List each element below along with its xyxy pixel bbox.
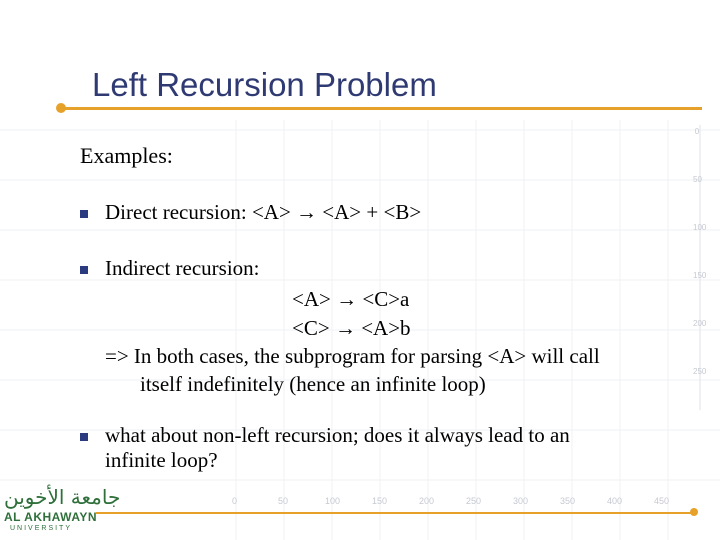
ruler-tick: 50 xyxy=(278,496,289,506)
vertical-ruler-tick: 200 xyxy=(693,319,707,328)
rule-c-to-ab: <C> → <A>b xyxy=(292,316,411,340)
university-logo-name: AL AKHAWAYN xyxy=(4,510,98,524)
ruler-tick: 400 xyxy=(607,496,623,506)
title-underline xyxy=(62,107,702,110)
bullet-marker xyxy=(80,266,88,274)
bullet-marker xyxy=(80,210,88,218)
vertical-ruler-tick: 100 xyxy=(693,223,707,232)
conclusion-line-2: itself indefinitely (hence an infinite loop) xyxy=(140,372,486,396)
bullet-marker xyxy=(80,433,88,441)
university-logo-subtitle: UNIVERSITY xyxy=(10,525,73,532)
bullet-indirect-recursion: Indirect recursion: xyxy=(105,256,260,280)
ruler-tick: 100 xyxy=(325,496,341,506)
ruler-tick: 300 xyxy=(513,496,529,506)
bullet-direct-recursion: Direct recursion: <A> → <A> + <B> xyxy=(105,200,422,224)
ruler-tick: 200 xyxy=(419,496,435,506)
question-line-1: what about non-left recursion; does it always lead to an xyxy=(105,423,570,447)
rule-a-to-ca: <A> → <C>a xyxy=(292,287,410,311)
ruler-tick: 350 xyxy=(560,496,576,506)
ruler-tick: 150 xyxy=(372,496,388,506)
slide-title: Left Recursion Problem xyxy=(92,66,437,103)
vertical-ruler-tick: 0 xyxy=(694,127,700,136)
footer-rule xyxy=(96,512,694,514)
ruler-tick: 250 xyxy=(466,496,482,506)
examples-label: Examples: xyxy=(80,143,173,168)
vertical-ruler-tick: 150 xyxy=(693,271,707,280)
conclusion-line-1: => In both cases, the subprogram for parsing <A> will call xyxy=(105,344,600,368)
ruler-tick: 450 xyxy=(654,496,670,506)
ruler-tick: 0 xyxy=(232,496,238,506)
university-logo-arabic: جامعة الأخوين xyxy=(4,485,121,509)
vertical-ruler-tick: 250 xyxy=(693,367,707,376)
footer-rule-dot xyxy=(690,508,698,516)
question-line-2: infinite loop? xyxy=(105,448,218,472)
vertical-ruler-tick: 50 xyxy=(693,175,702,184)
